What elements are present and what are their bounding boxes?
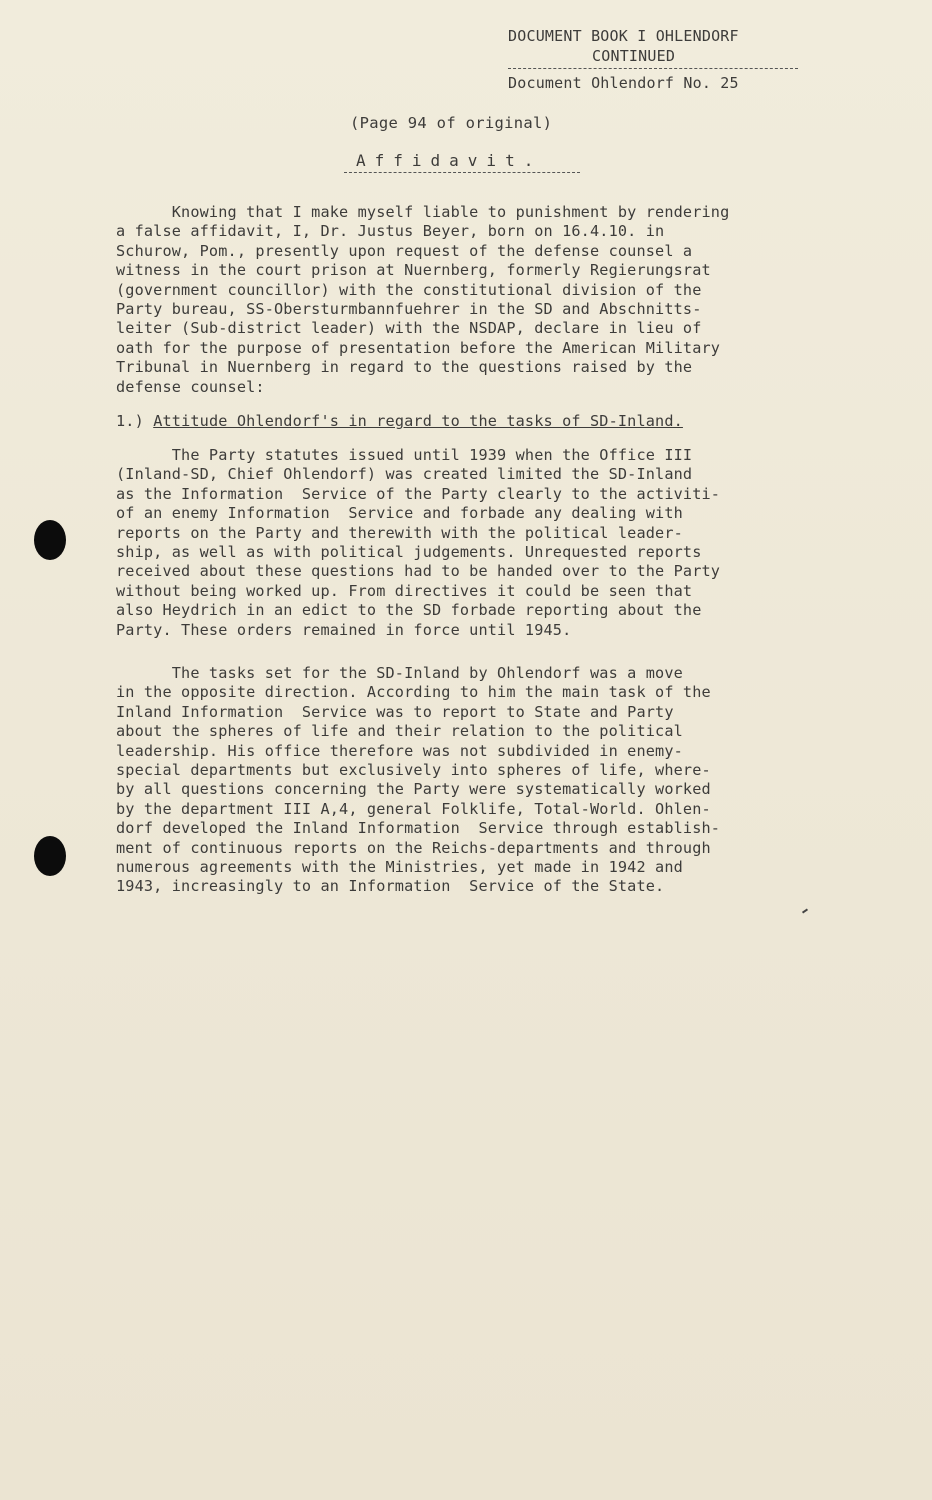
text-line: about the spheres of life and their relation to the political bbox=[116, 722, 683, 741]
text-line: ment of continuous reports on the Reichs-departments and through bbox=[116, 838, 711, 857]
text-line: Party bureau, SS-Obersturmbannfuehrer in the SD and Abschnitts- bbox=[116, 300, 702, 319]
stray-mark bbox=[802, 908, 808, 913]
text-line: numerous agreements with the Ministries, yet made in 1942 and bbox=[116, 858, 683, 877]
text-line: dorf developed the Inland Information Service through establish- bbox=[116, 819, 721, 838]
paragraph-tasks bbox=[116, 664, 876, 897]
text-line: leiter (Sub-district leader) with the NSDAP, declare in lieu of bbox=[116, 319, 702, 338]
header-book-title: DOCUMENT BOOK I OHLENDORF bbox=[508, 27, 739, 45]
text-line: oath for the purpose of presentation before the American Military bbox=[116, 338, 721, 357]
document-title: Affidavit. bbox=[356, 151, 543, 170]
text-line: by all questions concerning the Party were systematically worked bbox=[116, 780, 711, 799]
punch-hole bbox=[34, 836, 66, 876]
paragraph-party-statutes bbox=[116, 446, 876, 640]
text-line: without being worked up. From directives it could be seen that bbox=[116, 581, 693, 600]
text-line: ship, as well as with political judgements. Unrequested reports bbox=[116, 543, 702, 562]
section-1-number: 1.) bbox=[116, 412, 154, 430]
text-line: Inland Information Service was to report to State and Party bbox=[116, 702, 674, 721]
header-rule bbox=[508, 68, 798, 69]
header-document-number: Document Ohlendorf No. 25 bbox=[508, 74, 739, 92]
document-header bbox=[508, 26, 808, 93]
original-page-reference: (Page 94 of original) bbox=[350, 114, 553, 132]
text-line: The Party statutes issued until 1939 when the Office III bbox=[116, 446, 693, 464]
text-line: of an enemy Information Service and forbade any dealing with bbox=[116, 504, 683, 523]
text-line: 1943, increasingly to an Information Service of the State. bbox=[116, 877, 665, 896]
text-line: Schurow, Pom., presently upon request of the defense counsel a bbox=[116, 241, 693, 260]
text-line: a false affidavit, I, Dr. Justus Beyer, born on 16.4.10. in bbox=[116, 222, 665, 241]
paragraph-intro bbox=[116, 203, 876, 397]
text-line: Knowing that I make myself liable to punishment by rendering bbox=[116, 203, 730, 221]
text-line: in the opposite direction. According to him the main task of the bbox=[116, 683, 711, 702]
section-1-title: Attitude Ohlendorf's in regard to the tasks of SD-Inland. bbox=[153, 412, 683, 430]
text-line: witness in the court prison at Nuernberg, formerly Regierungsrat bbox=[116, 261, 711, 280]
punch-hole bbox=[34, 520, 66, 560]
header-continued: CONTINUED bbox=[592, 47, 676, 65]
text-line: reports on the Party and therewith with the political leader- bbox=[116, 523, 683, 542]
text-line: received about these questions had to be handed over to the Party bbox=[116, 562, 721, 581]
title-underline bbox=[344, 172, 580, 173]
text-line: special departments but exclusively into spheres of life, where- bbox=[116, 761, 711, 780]
text-line: Party. These orders remained in force until 1945. bbox=[116, 620, 572, 639]
text-line: leadership. His office therefore was not subdivided in enemy- bbox=[116, 741, 683, 760]
text-line: The tasks set for the SD-Inland by Ohlendorf was a move bbox=[116, 664, 683, 682]
text-line: as the Information Service of the Party clearly to the activiti- bbox=[116, 484, 721, 503]
text-line: (Inland-SD, Chief Ohlendorf) was created limited the SD-Inland bbox=[116, 465, 693, 484]
text-line: by the department III A,4, general Folklife, Total-World. Ohlen- bbox=[116, 799, 711, 818]
text-line: (government councillor) with the constitutional division of the bbox=[116, 280, 702, 299]
text-line: also Heydrich in an edict to the SD forbade reporting about the bbox=[116, 601, 702, 620]
text-line: Tribunal in Nuernberg in regard to the questions raised by the bbox=[116, 358, 693, 377]
text-line: defense counsel: bbox=[116, 377, 265, 396]
section-1-heading bbox=[116, 412, 683, 430]
